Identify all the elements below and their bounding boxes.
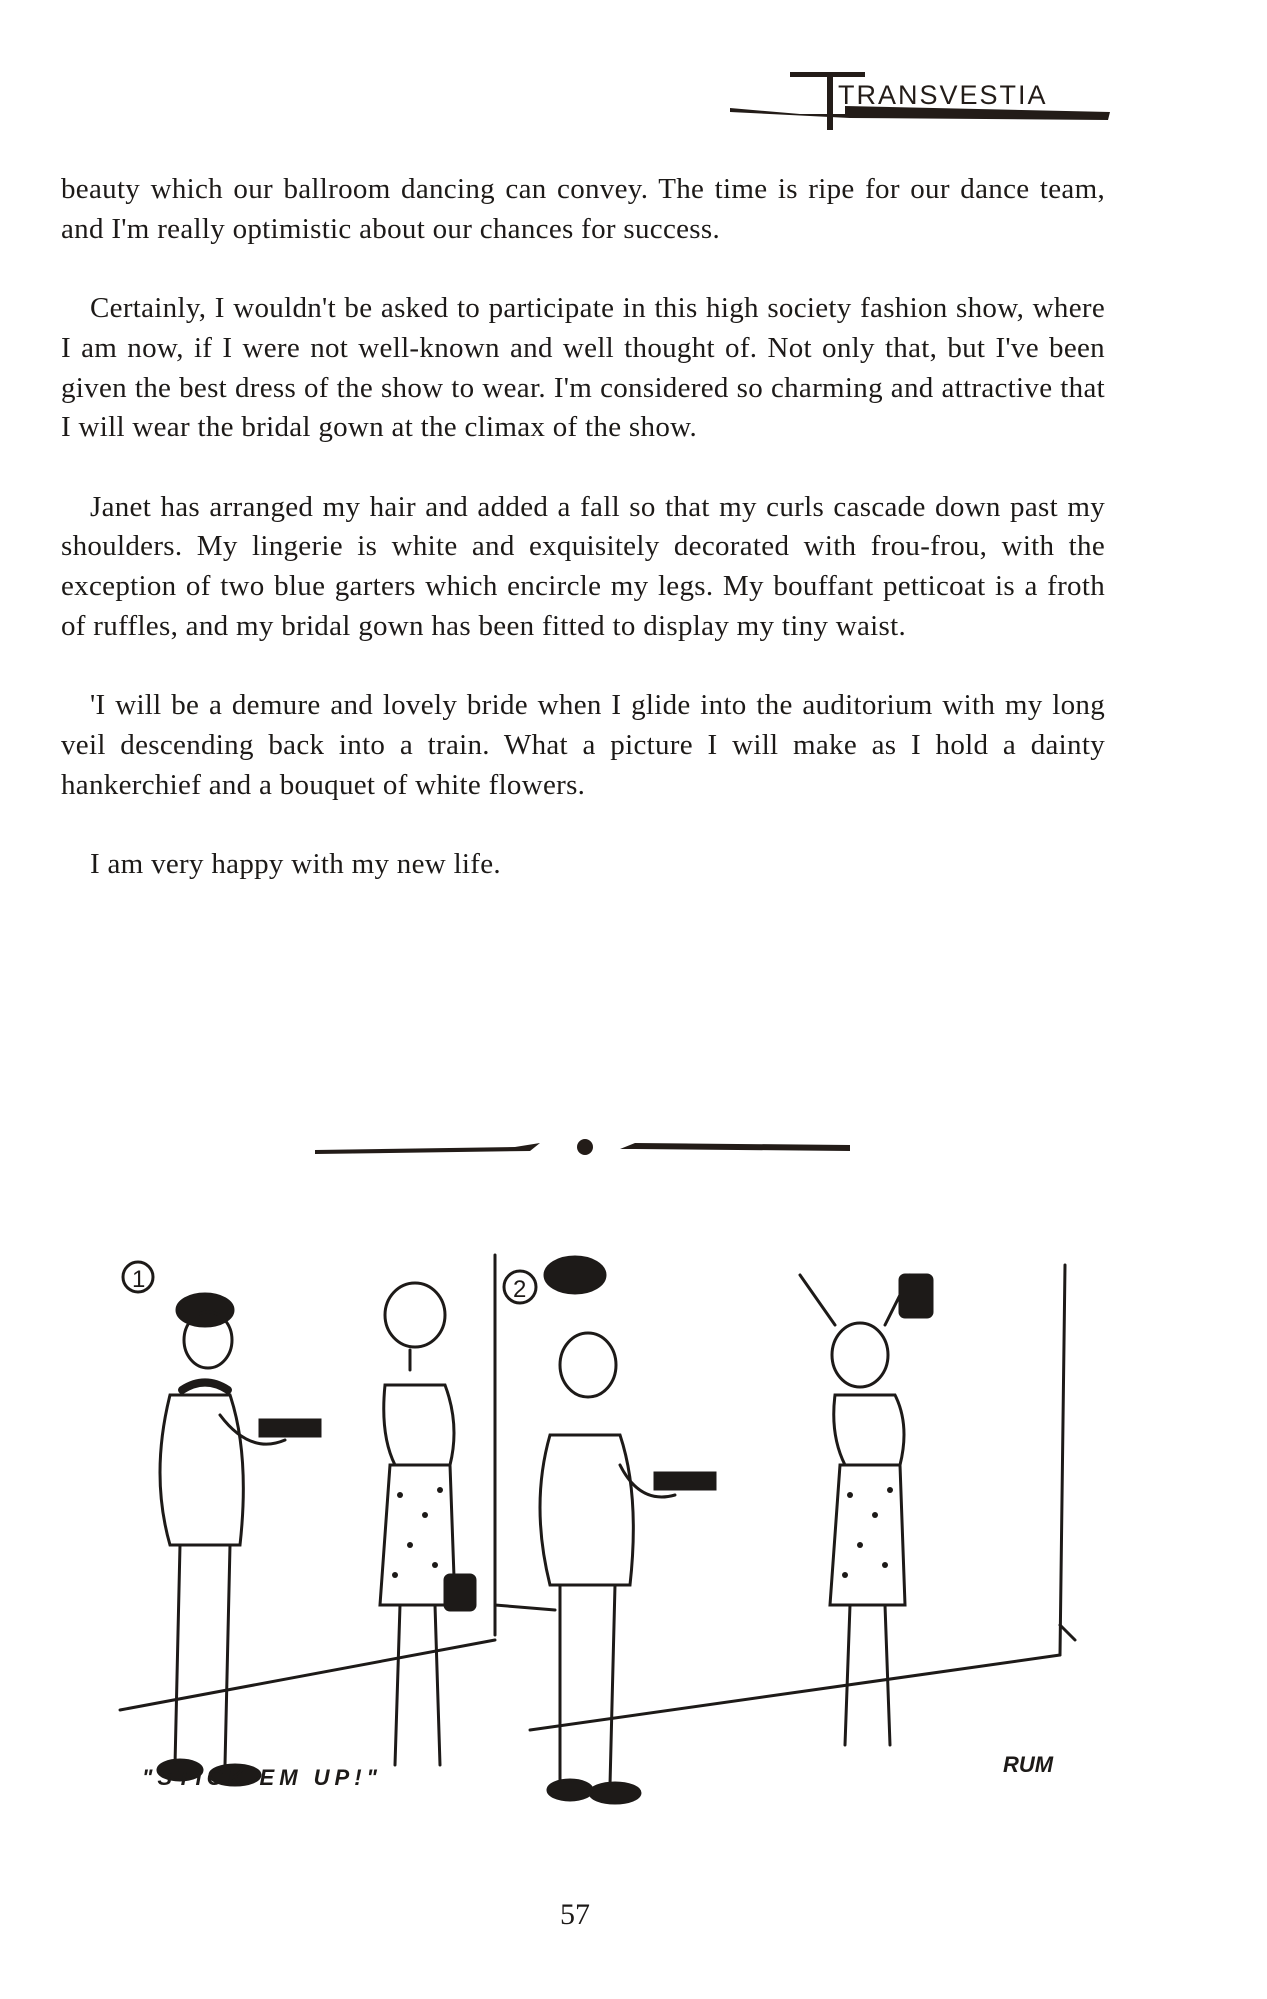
- cartoon-illustration: [110, 1245, 1080, 1825]
- panel-2: [504, 1257, 1075, 1803]
- article-body: [61, 170, 1105, 924]
- page-number: 57: [560, 1898, 590, 1931]
- paragraph: Certainly, I wouldn't be asked to participate in this high society fashion show, where I am now, if I were not well-known and well thought of. Not only that, but I've been given the best dress of the show to wear. I'm considered so charming and attractive that I will wear the bridal gown at the climax of the show.: [61, 292, 1105, 444]
- panel-1: [120, 1255, 555, 1785]
- panel-2-number: 2: [513, 1276, 527, 1303]
- paragraph: beauty which our ballroom dancing can convey. The time is ripe for our dance team, and I'm really optimistic about our chances for success.: [61, 173, 1105, 245]
- section-divider-ornament: [315, 1135, 855, 1165]
- cartoon-caption: "STICK EM UP!": [142, 1765, 382, 1790]
- running-header: [730, 62, 1110, 132]
- paragraph: Janet has arranged my hair and added a fall so that my curls cascade down past my shoulders. My lingerie is white and exquisitely decorated with frou-frou, with the exception of two blue garters which encircle my legs. My bouffant petticoat is a froth of ruffles, and my bridal gown has been fitted to display my tiny waist.: [61, 490, 1105, 642]
- artist-signature: RUM: [1003, 1752, 1054, 1777]
- paragraph: I am very happy with my new life.: [90, 847, 501, 880]
- paragraph: 'I will be a demure and lovely bride when I glide into the auditorium with my long veil descending back into a train. What a picture I will make as I hold a dainty hankerchief and a bouquet of white flowers.: [61, 689, 1105, 801]
- panel-1-number: 1: [132, 1266, 146, 1293]
- masthead-title: TRANSVESTIA: [838, 80, 1048, 110]
